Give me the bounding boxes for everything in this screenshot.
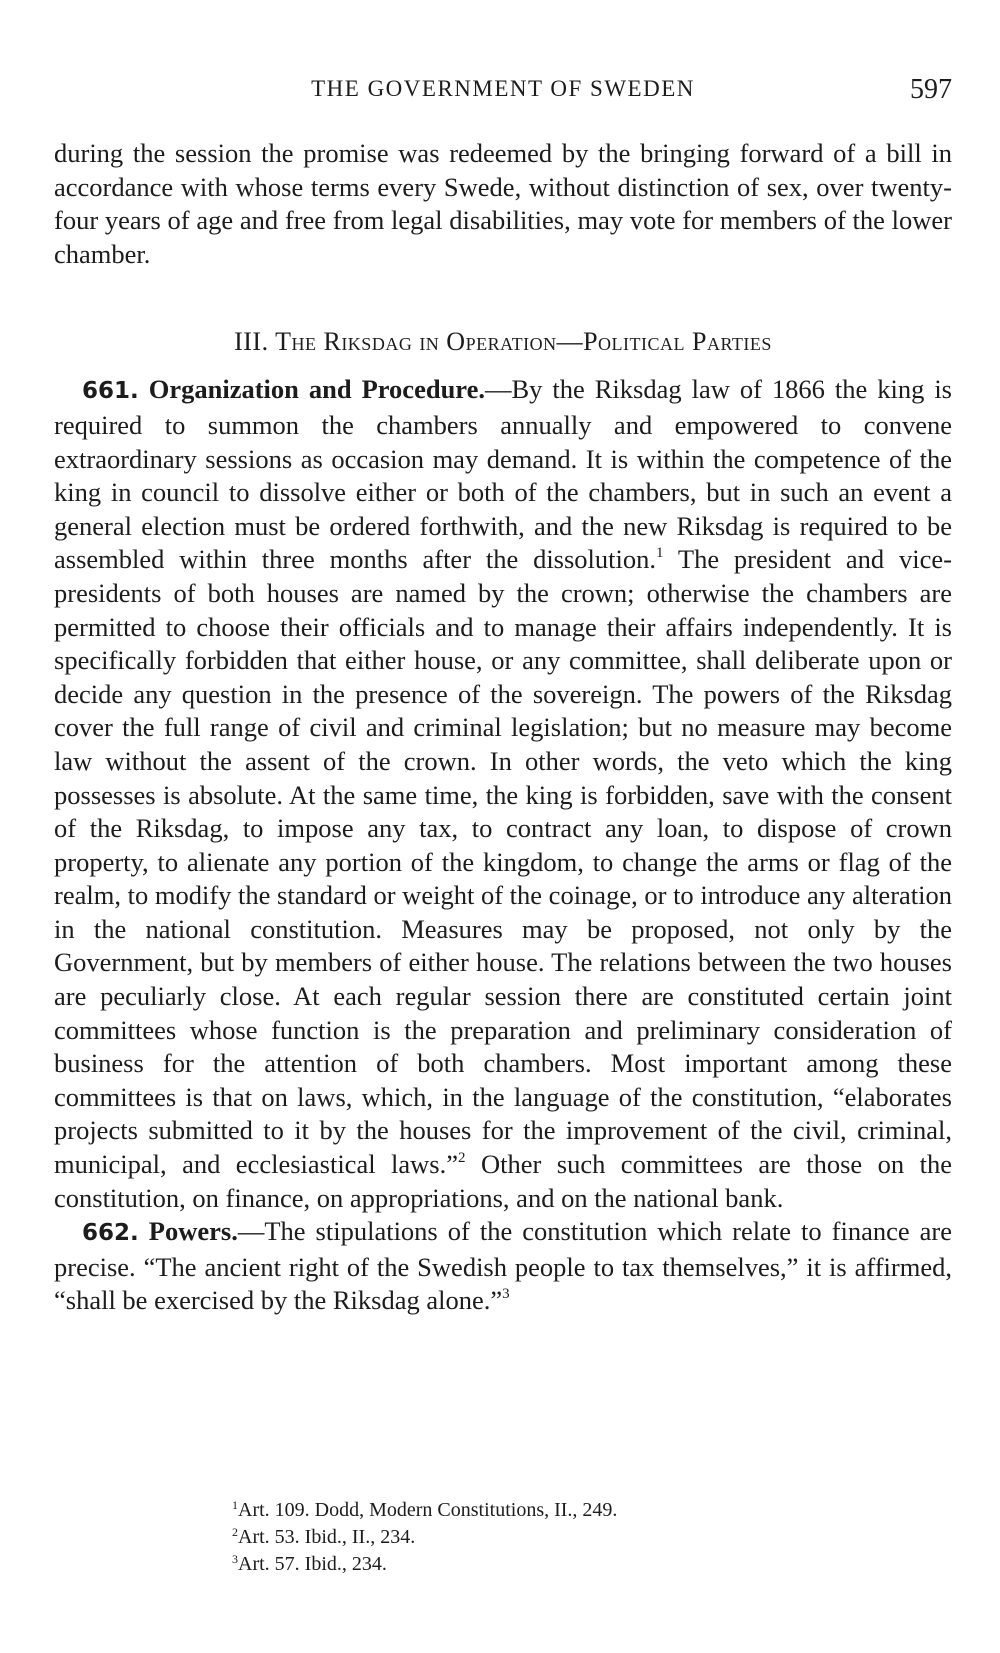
opening-paragraph: during the session the promise was redeemed by the bringing forward of a bill in accordance with whose terms every Swede, without distinction of sex, over twenty-four years of age and free from legal disabilities, may vote for members of the lower chamber. [54, 138, 952, 269]
footnote-reference: 1 [656, 545, 664, 562]
footnote-reference: 3 [502, 1286, 510, 1303]
footnote-text: Art. 53. Ibid., II., 234. [238, 1526, 416, 1548]
footnote-marker: 3 [232, 1552, 238, 1566]
running-title: THE GOVERNMENT OF SWEDEN [311, 76, 695, 101]
paragraph-662 [54, 1215, 952, 1318]
paragraph-number: 661. [82, 378, 139, 405]
paragraph-text: Other such committees are those on the constitution, on finance, on appropriations, and on the national bank. [54, 1149, 952, 1213]
body-text [54, 137, 952, 1318]
paragraph-number: 662. [82, 1220, 139, 1247]
footnote [232, 1497, 912, 1524]
footnote-marker: 1 [232, 1498, 238, 1512]
section-heading: III. The Riksdag in Operation—Political Parties [234, 327, 772, 357]
footnote-text: Art. 109. Dodd, Modern Constitutions, II., 249. [238, 1499, 618, 1521]
footnote-marker: 2 [232, 1525, 238, 1539]
footnote [232, 1551, 912, 1578]
page-number: 597 [910, 74, 952, 105]
paragraph-661 [54, 373, 952, 1215]
paragraph-text: —The stipulations of the constitution which relate to finance are precise. “The ancient right of the Swedish people to tax themselves,” it is affirmed, “shall be exercised by the Riksdag alone.” [54, 1216, 953, 1316]
paragraph-heading: Organization and Procedure. [148, 374, 485, 405]
paragraph-text: —By the Riksdag law of 1866 the king is required to summon the chambers annually and empowered to convene extraordinary sessions as occasion may demand. It is within the competence of the king in council to dissolve either or both of the chambers, but in such an event a general election must be ordered forthwith, and the new Riksdag is required to be assembled within three months after the dissolution. [54, 374, 952, 575]
paragraph-heading: Powers. [148, 1216, 238, 1247]
footnote-text: Art. 57. Ibid., 234. [238, 1553, 387, 1575]
footnotes [232, 1497, 912, 1578]
paragraph-text: The president and vice-presidents of both houses are named by the crown; otherwise the chambers are permitted to choose their officials and to manage their affairs independently. It is specifically forbidden that either house, or any committee, shall deliberate upon or decide any question in the presence of the sovereign. The powers of the Riksdag cover the full range of civil and criminal legislation; but no measure may become law without the assent of the crown. In other words, the veto which the king possesses is absolute. At the same time, the king is forbidden, save with the consent of the Riksdag, to impose any tax, to contract any loan, to dispose of crown property, to alienate any portion of the kingdom, to change the arms or flag of the realm, to modify the standard or weight of the coinage, or to introduce any alteration in the national constitution. Measures may be proposed, not only by the Government, but by members of either house. The relations between the two houses are peculiarly close. At each regular session there are constituted certain joint committees whose function is the preparation and preliminary consideration of business for the attention of both chambers. Most important among these committees is that on laws, which, in the language of the constitution, “elaborates projects submitted to it by the houses for the improvement of the civil, criminal, municipal, and ecclesiastical laws.” [54, 544, 952, 1180]
footnote-reference: 2 [458, 1150, 466, 1167]
running-head [54, 70, 952, 110]
footnote [232, 1524, 912, 1551]
